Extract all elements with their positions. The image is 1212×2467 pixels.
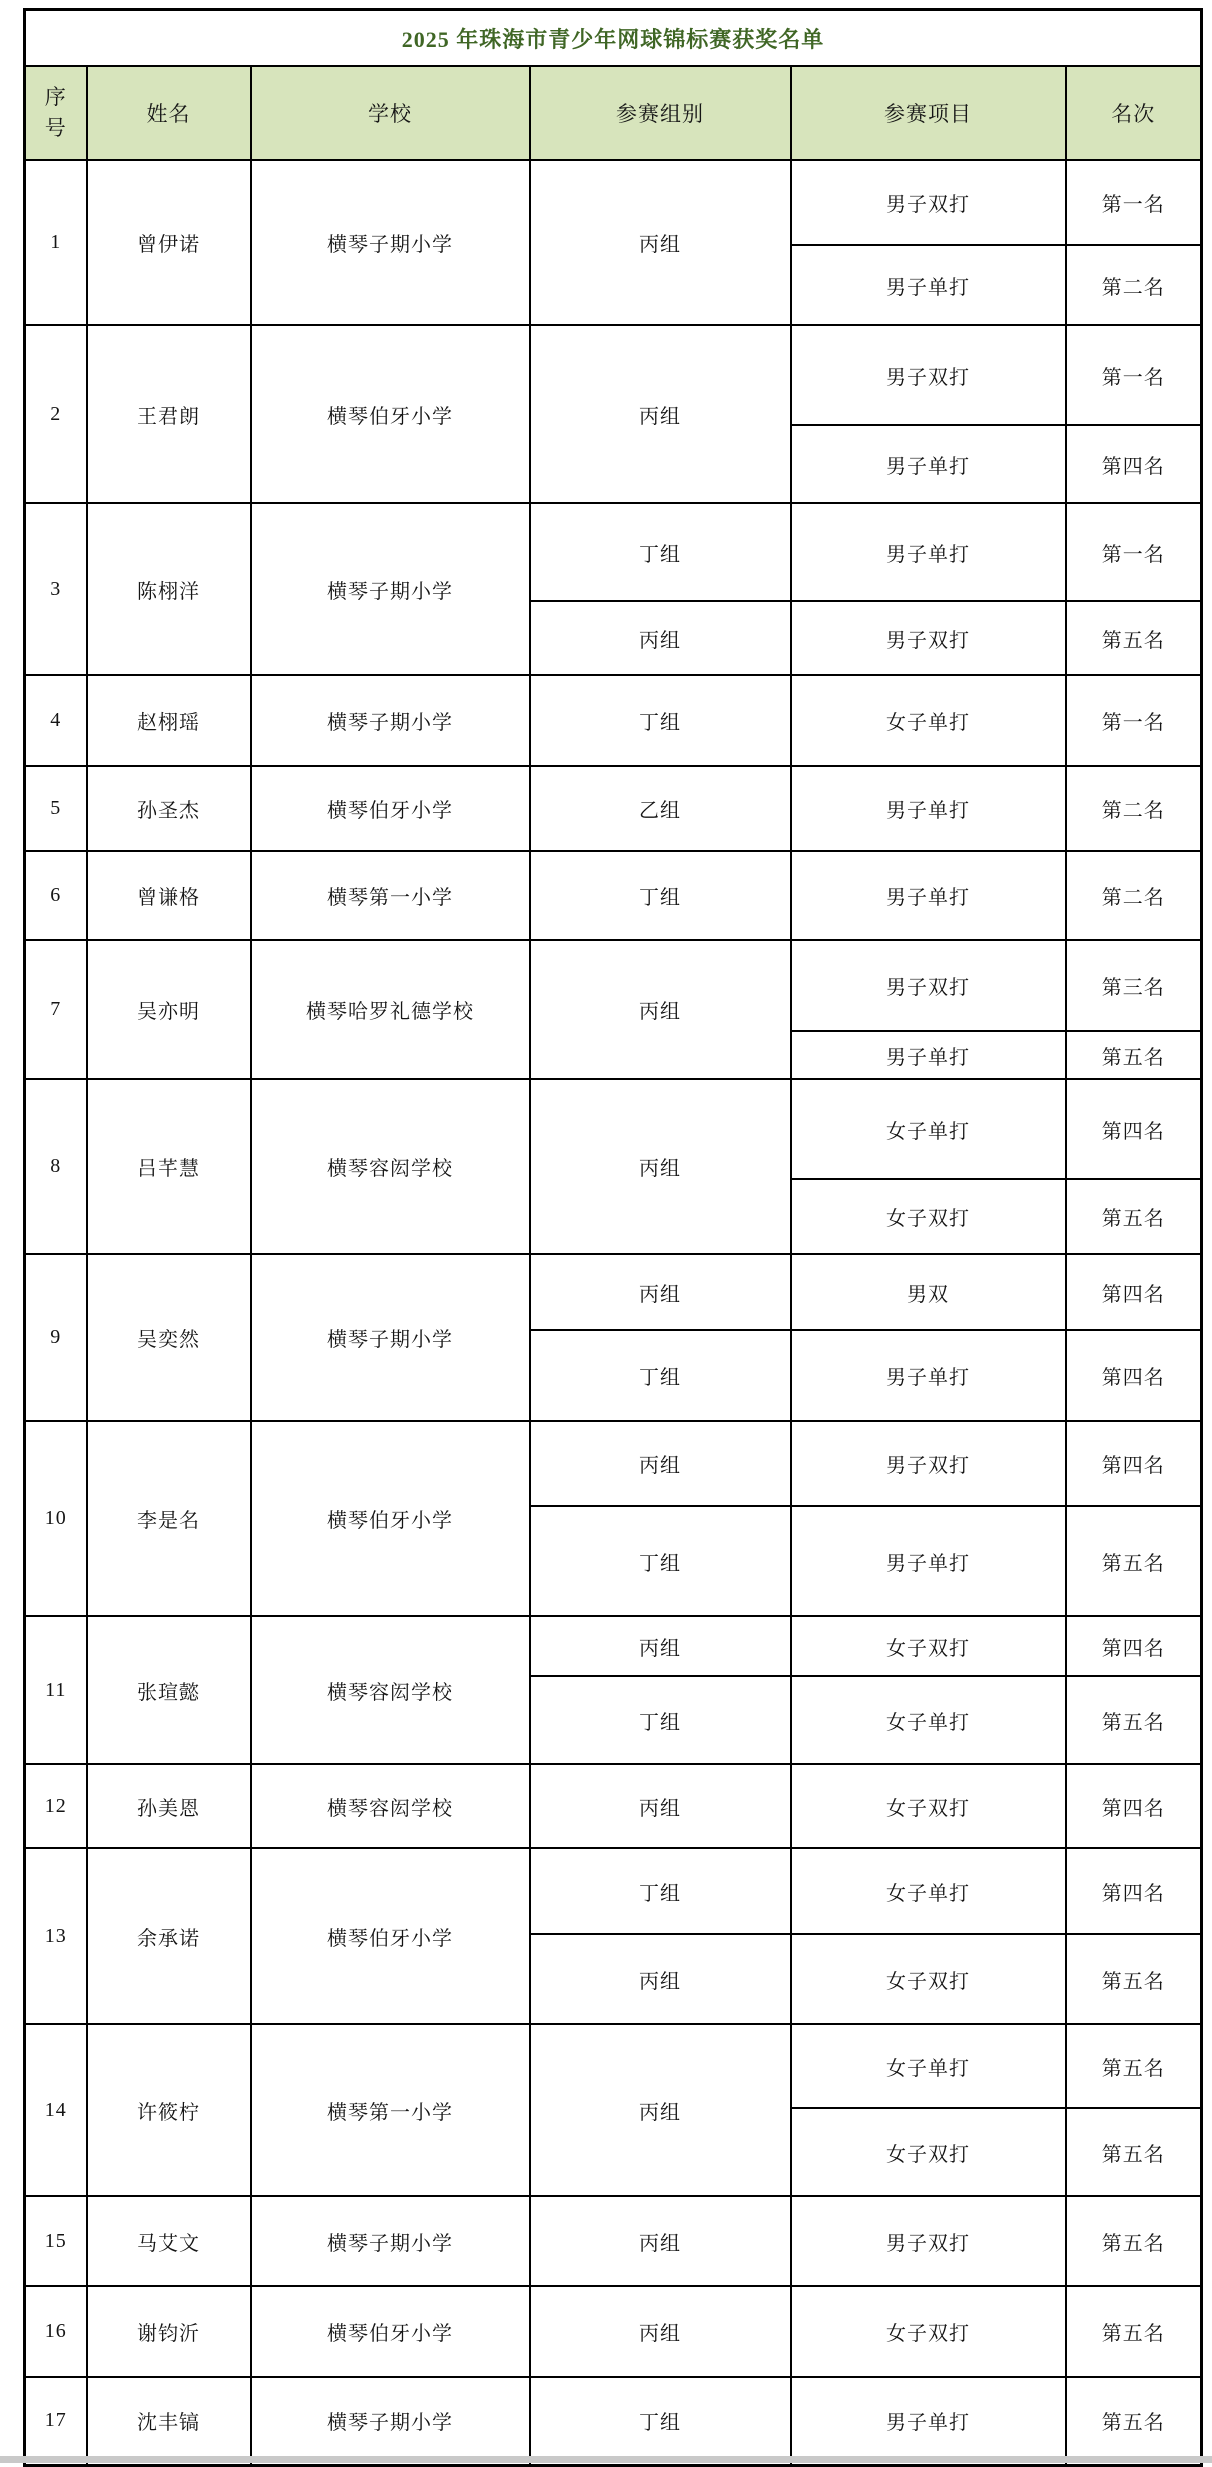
cell-index: 17	[25, 2377, 87, 2465]
cell-name: 张瑄懿	[87, 1616, 251, 1764]
cell-event: 男双	[791, 1254, 1066, 1330]
cell-index: 9	[25, 1254, 87, 1421]
table-row	[25, 675, 1202, 766]
spreadsheet-area	[23, 8, 1203, 2467]
cell-school: 横琴第一小学	[251, 2024, 530, 2196]
cell-name: 李是名	[87, 1421, 251, 1616]
cell-event: 男子单打	[791, 1506, 1066, 1616]
cell-event: 男子单打	[791, 503, 1066, 601]
cell-school: 横琴伯牙小学	[251, 325, 530, 503]
cell-group: 丁组	[530, 675, 791, 766]
table-row	[25, 2024, 1202, 2196]
table-row	[25, 325, 1202, 503]
col-header-group: 参赛组别	[530, 66, 791, 160]
cell-index: 15	[25, 2196, 87, 2286]
cell-event: 女子双打	[791, 1616, 1066, 1676]
cell-name: 吴奕然	[87, 1254, 251, 1421]
cell-event: 男子双打	[791, 940, 1066, 1031]
cell-event: 女子单打	[791, 1676, 1066, 1764]
cell-rank: 第二名	[1066, 245, 1202, 325]
cell-school: 横琴容闳学校	[251, 1079, 530, 1254]
cell-event: 女子双打	[791, 2286, 1066, 2377]
cell-index: 12	[25, 1764, 87, 1848]
cell-event: 男子单打	[791, 2377, 1066, 2465]
cell-name: 余承诺	[87, 1848, 251, 2024]
table-row	[25, 1079, 1202, 1254]
cell-name: 曾谦格	[87, 851, 251, 940]
cell-event: 女子双打	[791, 1934, 1066, 2024]
cell-rank: 第四名	[1066, 1330, 1202, 1421]
cell-index: 2	[25, 325, 87, 503]
cell-index: 4	[25, 675, 87, 766]
cell-group: 丁组	[530, 1848, 791, 1934]
cell-group: 丙组	[530, 1421, 791, 1506]
cell-name: 谢钧沂	[87, 2286, 251, 2377]
table-row	[25, 766, 1202, 851]
cell-rank: 第一名	[1066, 503, 1202, 601]
cell-index: 3	[25, 503, 87, 675]
table-title: 2025 年珠海市青少年网球锦标赛获奖名单	[25, 10, 1202, 67]
cell-rank: 第五名	[1066, 1934, 1202, 2024]
cell-rank: 第一名	[1066, 160, 1202, 245]
table-row	[25, 940, 1202, 1079]
cell-rank: 第五名	[1066, 2286, 1202, 2377]
cutoff-next-row-strip	[0, 2456, 1212, 2463]
cell-rank: 第四名	[1066, 1421, 1202, 1506]
cell-rank: 第一名	[1066, 675, 1202, 766]
cell-group: 丙组	[530, 1254, 791, 1330]
cell-event: 女子单打	[791, 1079, 1066, 1179]
cell-group: 丙组	[530, 940, 791, 1079]
cell-school: 横琴子期小学	[251, 160, 530, 325]
cell-name: 陈栩洋	[87, 503, 251, 675]
cell-event: 女子单打	[791, 675, 1066, 766]
cell-event: 男子单打	[791, 766, 1066, 851]
cell-rank: 第一名	[1066, 325, 1202, 425]
cell-index: 6	[25, 851, 87, 940]
table-row	[25, 2286, 1202, 2377]
cell-event: 男子双打	[791, 160, 1066, 245]
cell-rank: 第五名	[1066, 1031, 1202, 1079]
col-header-name: 姓名	[87, 66, 251, 160]
table-row	[25, 160, 1202, 325]
col-header-school: 学校	[251, 66, 530, 160]
cell-school: 横琴子期小学	[251, 1254, 530, 1421]
cell-rank: 第五名	[1066, 2108, 1202, 2196]
award-table	[23, 8, 1203, 2467]
cell-name: 孙圣杰	[87, 766, 251, 851]
cell-index: 13	[25, 1848, 87, 2024]
cell-rank: 第四名	[1066, 1254, 1202, 1330]
cell-rank: 第四名	[1066, 1079, 1202, 1179]
cell-school: 横琴子期小学	[251, 503, 530, 675]
cell-event: 男子单打	[791, 425, 1066, 503]
cell-name: 许筱柠	[87, 2024, 251, 2196]
cell-group: 丙组	[530, 601, 791, 675]
table-row	[25, 2196, 1202, 2286]
cell-index: 1	[25, 160, 87, 325]
cell-group: 丙组	[530, 2024, 791, 2196]
cell-school: 横琴容闳学校	[251, 1616, 530, 1764]
table-row	[25, 1848, 1202, 2024]
cell-rank: 第五名	[1066, 2024, 1202, 2108]
cell-school: 横琴容闳学校	[251, 1764, 530, 1848]
cell-group: 丙组	[530, 1764, 791, 1848]
cell-event: 男子双打	[791, 2196, 1066, 2286]
cell-group: 丙组	[530, 160, 791, 325]
cell-group: 乙组	[530, 766, 791, 851]
cell-rank: 第四名	[1066, 1848, 1202, 1934]
cell-event: 男子双打	[791, 1421, 1066, 1506]
cell-index: 7	[25, 940, 87, 1079]
cell-event: 女子双打	[791, 1179, 1066, 1254]
cell-rank: 第五名	[1066, 2377, 1202, 2465]
cell-group: 丁组	[530, 1330, 791, 1421]
cell-group: 丁组	[530, 1506, 791, 1616]
cell-event: 女子双打	[791, 1764, 1066, 1848]
cell-rank: 第五名	[1066, 1179, 1202, 1254]
cell-name: 马艾文	[87, 2196, 251, 2286]
cell-event: 女子单打	[791, 2024, 1066, 2108]
cell-school: 横琴伯牙小学	[251, 766, 530, 851]
cell-group: 丙组	[530, 325, 791, 503]
table-row	[25, 1616, 1202, 1764]
cell-school: 横琴伯牙小学	[251, 1421, 530, 1616]
cell-event: 男子单打	[791, 1031, 1066, 1079]
cell-event: 男子单打	[791, 245, 1066, 325]
cell-school: 横琴子期小学	[251, 2196, 530, 2286]
cell-index: 16	[25, 2286, 87, 2377]
cell-rank: 第三名	[1066, 940, 1202, 1031]
cell-group: 丙组	[530, 1934, 791, 2024]
cell-name: 孙美恩	[87, 1764, 251, 1848]
cell-school: 横琴伯牙小学	[251, 2286, 530, 2377]
cell-name: 王君朗	[87, 325, 251, 503]
cell-school: 横琴子期小学	[251, 2377, 530, 2465]
cell-event: 女子单打	[791, 1848, 1066, 1934]
cell-group: 丁组	[530, 851, 791, 940]
cell-group: 丁组	[530, 1676, 791, 1764]
cell-rank: 第五名	[1066, 601, 1202, 675]
cell-name: 赵栩瑶	[87, 675, 251, 766]
table-row	[25, 2377, 1202, 2465]
cell-group: 丙组	[530, 1616, 791, 1676]
cell-group: 丁组	[530, 503, 791, 601]
cell-rank: 第二名	[1066, 851, 1202, 940]
cell-rank: 第四名	[1066, 425, 1202, 503]
table-row	[25, 1254, 1202, 1421]
cell-rank: 第五名	[1066, 1676, 1202, 1764]
col-header-rank: 名次	[1066, 66, 1202, 160]
cell-rank: 第二名	[1066, 766, 1202, 851]
col-header-event: 参赛项目	[791, 66, 1066, 160]
cell-rank: 第四名	[1066, 1764, 1202, 1848]
cell-index: 10	[25, 1421, 87, 1616]
col-header-index: 序号	[25, 66, 87, 160]
cell-rank: 第五名	[1066, 1506, 1202, 1616]
cell-event: 女子双打	[791, 2108, 1066, 2196]
cell-school: 横琴哈罗礼德学校	[251, 940, 530, 1079]
cell-rank: 第四名	[1066, 1616, 1202, 1676]
cell-group: 丙组	[530, 1079, 791, 1254]
cell-index: 5	[25, 766, 87, 851]
table-row	[25, 851, 1202, 940]
cell-rank: 第五名	[1066, 2196, 1202, 2286]
cell-school: 横琴伯牙小学	[251, 1848, 530, 2024]
cell-name: 沈丰镐	[87, 2377, 251, 2465]
cell-group: 丙组	[530, 2286, 791, 2377]
cell-event: 男子双打	[791, 325, 1066, 425]
cell-group: 丙组	[530, 2196, 791, 2286]
cell-index: 11	[25, 1616, 87, 1764]
cell-name: 吕芊慧	[87, 1079, 251, 1254]
cell-event: 男子双打	[791, 601, 1066, 675]
cell-event: 男子单打	[791, 851, 1066, 940]
cell-school: 横琴子期小学	[251, 675, 530, 766]
cell-name: 曾伊诺	[87, 160, 251, 325]
cell-group: 丁组	[530, 2377, 791, 2465]
cell-index: 8	[25, 1079, 87, 1254]
table-row	[25, 503, 1202, 675]
table-row	[25, 1764, 1202, 1848]
cell-name: 吴亦明	[87, 940, 251, 1079]
cell-event: 男子单打	[791, 1330, 1066, 1421]
cell-index: 14	[25, 2024, 87, 2196]
cell-school: 横琴第一小学	[251, 851, 530, 940]
table-row	[25, 1421, 1202, 1616]
